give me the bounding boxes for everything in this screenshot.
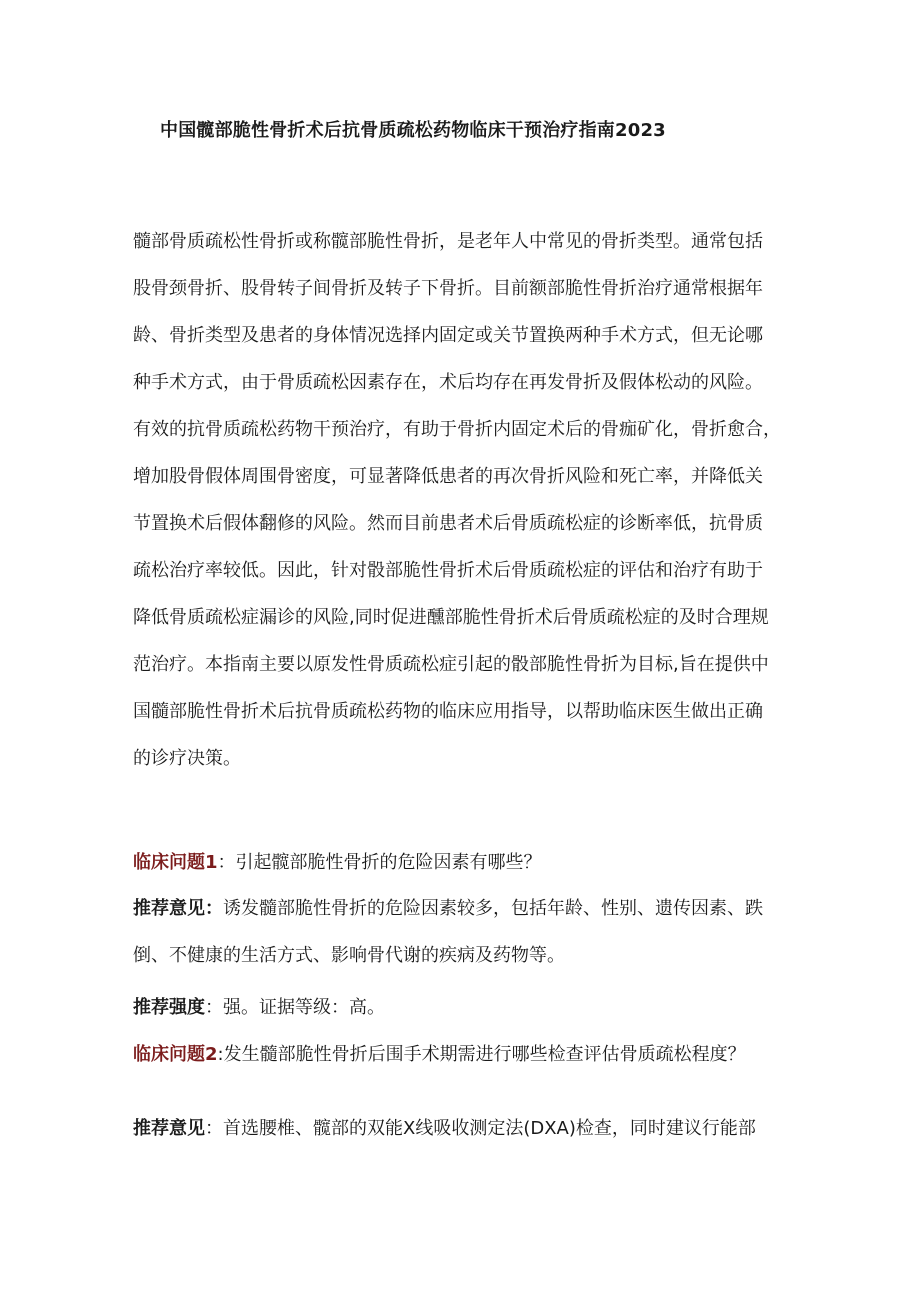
clinical-question-2: [133, 1040, 746, 1066]
recommendation-2: [133, 1114, 756, 1140]
intro-line: 龄、骨折类型及患者的身体情况选择内固定或关节置换两种手术方式，但无论哪: [133, 325, 763, 346]
recommendation-text-cont: 倒、不健康的生活方式、影响骨代谢的疾病及药物等。: [133, 945, 565, 966]
recommendation-label: 推荐意见：: [133, 898, 223, 919]
clinical-question-text: :发生髓部脆性骨折后围手术期需进行哪些检查评估骨质疏松程度？: [217, 1044, 746, 1065]
intro-line: 种手术方式，由于骨质疏松因素存在，术后均存在再发骨折及假体松动的风险。: [133, 372, 763, 393]
recommendation-label: 推荐意见: [133, 1118, 205, 1139]
intro-line: 国髓部脆性骨折术后抗骨质疏松药物的临床应用指导，以帮助临床医生做出正确: [133, 701, 763, 722]
clinical-question-label: 临床问题2: [133, 1044, 218, 1065]
intro-line: 范治疗。本指南主要以原发性骨质疏松症引起的骰部脆性骨折为目标,旨在提供中: [133, 654, 769, 675]
intro-line: 髓部骨质疏松性骨折或称髋部脆性骨折，是老年人中常见的骨折类型。通常包括: [133, 231, 763, 252]
strength-label: 推荐强度: [133, 997, 205, 1018]
intro-line: 有效的抗骨质疏松药物干预治疗，有助于骨折内固定术后的骨痂矿化，骨折愈合，: [133, 419, 781, 440]
recommendation-1: [133, 885, 763, 979]
intro-line: 增加股骨假体周围骨密度，可显著降低患者的再次骨折风险和死亡率，并降低关: [133, 466, 763, 487]
intro-line: 节置换术后假体翻修的风险。然而目前患者术后骨质疏松症的诊断率低，抗骨质: [133, 513, 763, 534]
intro-line: 股骨颈骨折、股骨转子间骨折及转子下骨折。目前额部脆性骨折治疗通常根据年: [133, 278, 763, 299]
recommendation-text: 诱发髓部脆性骨折的危险因素较多，包括年龄、性别、遗传因素、跌: [223, 898, 763, 919]
intro-line: 的诊疗决策。: [133, 748, 241, 769]
recommendation-text: ：首选腰椎、髋部的双能X线吸收测定法(DXA)检查，同时建议行能部: [205, 1118, 756, 1139]
strength-text: ：强。证据等级：高。: [205, 997, 385, 1018]
clinical-question-text: ：引起髋部脆性骨折的危险因素有哪些？: [217, 852, 542, 873]
document-title: 中国髋部脆性骨折术后抗骨质疏松药物临床干预治疗指南2023: [160, 120, 666, 141]
intro-line: 降低骨质疏松症漏诊的风险,同时促进醺部脆性骨折术后骨质疏松症的及时合理规: [133, 607, 769, 628]
intro-paragraph: [133, 218, 803, 782]
clinical-question-label: 临床问题1: [133, 852, 218, 873]
clinical-question-1: [133, 848, 542, 874]
intro-line: 疏松治疗率较低。因此，针对骰部脆性骨折术后骨质疏松症的评估和治疗有助于: [133, 560, 763, 581]
recommendation-strength: [133, 993, 385, 1019]
